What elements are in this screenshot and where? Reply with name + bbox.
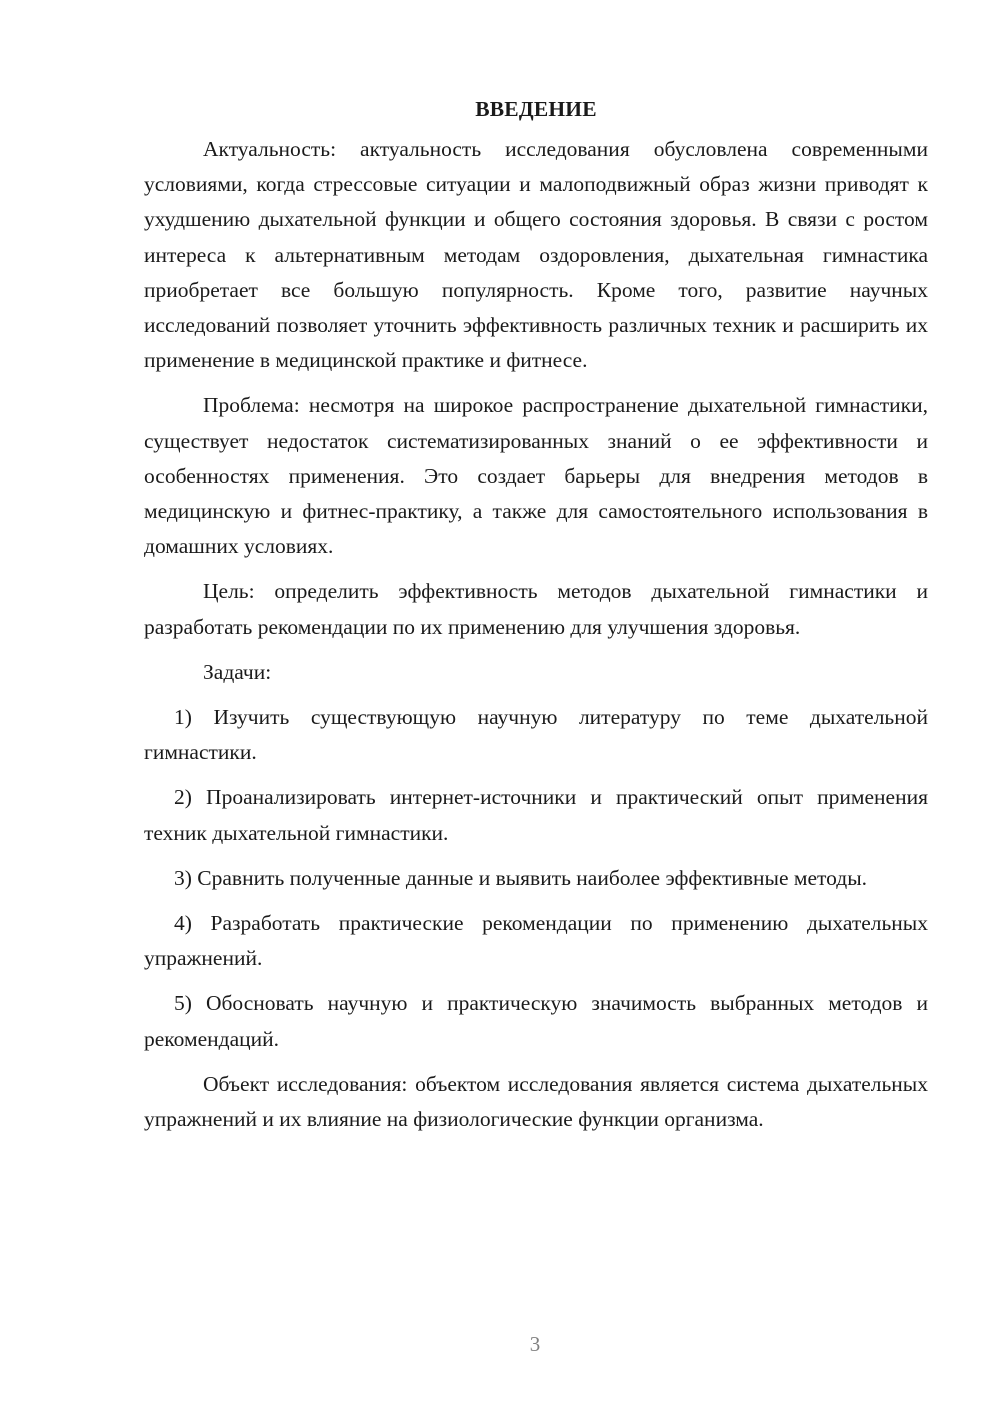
section-title: ВВЕДЕНИЕ	[475, 97, 597, 121]
page-number: 3	[529, 1332, 541, 1356]
tasks-heading: Задачи:	[203, 659, 272, 684]
task-item-4: 4) Разработать практические рекомендации по применению дыхательных упражнений.	[144, 911, 928, 971]
page-content	[144, 92, 928, 1137]
relevance-paragraph: Актуальность: актуальность исследования обусловлена современными условиями, когда стрессовые ситуации и малоподвижный образ жизни приводят к ухудшению дыхательной функции и общего состояния здоровья. В связи с ростом интереса к альтернативным методам оздоровления, дыхательная гимнастика приобретает все большую популярность. Кроме того, развитие научных исследований позволяет уточнить эффективность различных техник и расширить их применение в медицинской практике и фитнесе.	[144, 137, 928, 373]
problem-paragraph: Проблема: несмотря на широкое распространение дыхательной гимнастики, существует недостаток систематизированных знаний о ее эффективности и особенностях применения. Это создает барьеры для внедрения методов в медицинскую и фитнес-практику, а также для самостоятельного использования в домашних условиях.	[144, 393, 928, 559]
task-item-3: 3) Сравнить полученные данные и выявить наиболее эффективные методы.	[174, 865, 868, 890]
goal-paragraph: Цель: определить эффективность методов дыхательной гимнастики и разработать рекомендации по их применению для улучшения здоровья.	[144, 579, 928, 639]
task-item-2: 2) Проанализировать интернет-источники и практический опыт применения техник дыхательной гимнастики.	[144, 785, 928, 845]
task-item-5: 5) Обосновать научную и практическую значимость выбранных методов и рекомендаций.	[144, 991, 928, 1051]
task-item-1: 1) Изучить существующую научную литературу по теме дыхательной гимнастики.	[144, 705, 928, 765]
object-paragraph: Объект исследования: объектом исследования является система дыхательных упражнений и их влияние на физиологические функции организма.	[144, 1071, 928, 1132]
